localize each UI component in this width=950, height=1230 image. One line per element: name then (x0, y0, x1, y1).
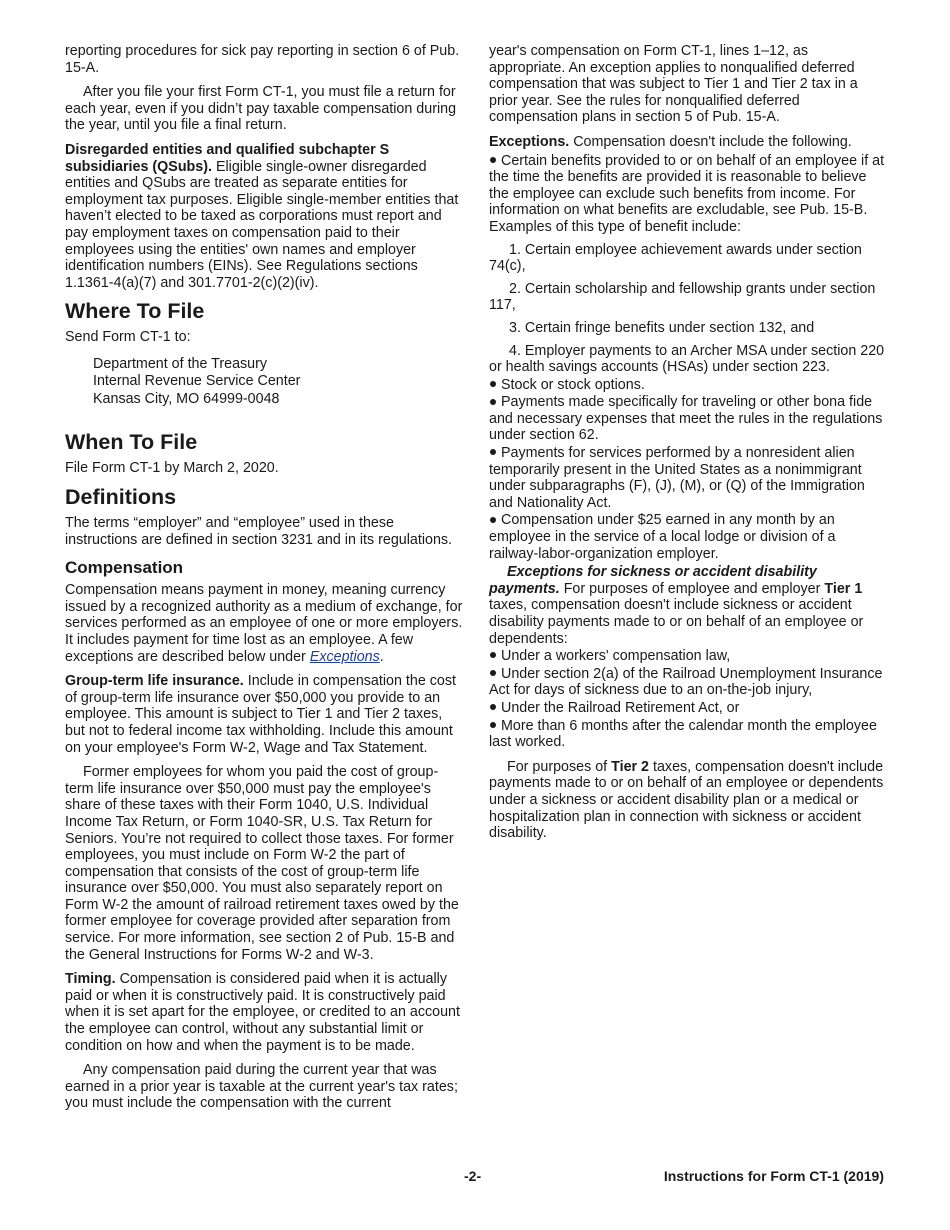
paragraph (65, 673, 463, 756)
paragraph (65, 971, 463, 1054)
bullet-icon (490, 704, 496, 710)
paragraph-text: Compensation is considered paid when it is actually paid or when it is constructively paid. It is constructively paid when it is set apart for the employee, or credited to an account the employee can control, without any substantial limit or condition on how and when the payment is to be made. (65, 971, 460, 1054)
bullet-text: Under a workers' compensation law, (501, 648, 731, 665)
bullet-text: Compensation under $25 earned in any month by an employee in the service of a local lodge or division of a railway-labor-organization employer. (489, 512, 836, 562)
punctuation: . (379, 648, 384, 665)
bullet-icon (490, 517, 496, 523)
numbered-item: 3. Certain fringe benefits under section 132, and (509, 319, 815, 336)
bold-term: Tier 2 (611, 758, 650, 775)
bullet-text: More than 6 months after the calendar month the employee last worked. (489, 717, 877, 751)
paragraph-text: taxes, compensation doesn't include payments made to or on behalf of an employee or dependents under a sickness or accident disability plan or a medical or hospitalization plan in connection with sickness or accident disability. (489, 758, 884, 842)
page-number: -2- (464, 1168, 482, 1184)
bullet-text: Payments for services performed by a nonresident alien temporarily present in the United States as a nonimmigrant under subparagraphs (F), (J), (M), or (Q) of the Immigration and Nationality Act. (489, 445, 865, 511)
bullet-item (489, 153, 887, 236)
bullet-item (489, 666, 887, 699)
bullet-item (489, 718, 887, 751)
paragraph-text: taxes, compensation doesn't include sickness or accident disability payments made to or on behalf of an employee or dependents: (489, 597, 864, 647)
bullet-icon (490, 157, 496, 163)
bullet-item (489, 445, 887, 511)
bullet-item (489, 377, 887, 394)
run-in-heading: Exceptions. (489, 133, 570, 150)
numbered-item: 1. Certain employee achievement awards under section 74(c), (489, 241, 862, 275)
mailing-address (93, 356, 463, 409)
paragraph-text: Eligible single-owner disregarded entities and QSubs are treated as separate entities for employment tax purposes. Eligible single-member entities that haven’t elected to be taxed as corporations must report and pay employment taxes on compensation paid to their employees using the entities' own names and employer identification numbers (EINs). See Regulations sections 1.1361-4(a)(7) and 301.7701-2(c)(2)(iv). (65, 158, 459, 291)
bullet-text: Stock or stock options. (501, 376, 645, 393)
paragraph (489, 759, 887, 842)
bullet-item (489, 648, 887, 665)
paragraph: reporting procedures for sick pay reporting in section 6 of Pub. 15-A. (65, 43, 460, 76)
paragraph (489, 134, 887, 151)
bullet-item (489, 700, 887, 717)
subsection-heading: Compensation (65, 558, 184, 578)
paragraph-text: Include in compensation the cost of group-term life insurance over $50,000 you provide to an employee. This amount is subject to Tier 1 and Tier 2 taxes, but not to federal income tax withholding. Include this amount on your employee's Form W-2, Wage and Tax Statement. (65, 673, 456, 756)
paragraph (65, 582, 463, 665)
bullet-item (489, 394, 887, 444)
bullet-icon (490, 399, 496, 405)
address-line: Kansas City, MO 64999-0048 (93, 390, 280, 407)
bullet-text: Under the Railroad Retirement Act, or (501, 699, 740, 716)
address-line: Department of the Treasury (93, 355, 268, 372)
right-column (489, 43, 887, 850)
run-in-heading: Exceptions for sickness or accident disability payments. (489, 564, 817, 597)
paragraph-text: For purposes of (507, 758, 608, 775)
numbered-item: 4. Employer payments to an Archer MSA under section 220 or health savings accounts (HSAs) under section 223. (489, 342, 885, 376)
section-heading: Definitions (65, 485, 177, 509)
section-heading: When To File (65, 430, 198, 455)
paragraph (489, 564, 887, 647)
bullet-text: Under section 2(a) of the Railroad Unemployment Insurance Act for days of sickness due to an on-the-job injury, (489, 665, 883, 699)
paragraph-text: Compensation doesn't include the following. (573, 133, 852, 150)
bullet-icon (490, 652, 496, 658)
numbered-item: 2. Certain scholarship and fellowship grants under section 117, (489, 280, 876, 314)
run-in-heading: Group-term life insurance. (65, 673, 244, 690)
paragraph: Any compensation paid during the current year that was earned in a prior year is taxable at the current year's tax rates; you must include the compensation with the current (65, 1062, 458, 1112)
run-in-heading: Timing. (65, 971, 116, 988)
footer-title: Instructions for Form CT-1 (2019) (663, 1168, 884, 1184)
bullet-icon (490, 381, 496, 387)
left-column (65, 43, 463, 1120)
paragraph: Send Form CT-1 to: (65, 329, 191, 346)
paragraph: year's compensation on Form CT-1, lines 1–12, as appropriate. An exception applies to nonqualified deferred compensation that was subject to Tier 1 and Tier 2 tax in a prior year. See the rules for nonqualified deferred compensation plans in section 5 of Pub. 15-A. (489, 43, 858, 126)
bullet-icon (490, 670, 496, 676)
bullet-icon (490, 449, 496, 455)
paragraph (65, 142, 463, 291)
bullet-text: Certain benefits provided to or on behalf of an employee if at the time the benefits are provided it is reasonable to believe the employee can exclude such benefits from income. For information on what benefits are excludable, see Pub. 15-B. Examples of this type of benefit include: (489, 152, 885, 235)
exceptions-link[interactable]: Exceptions (309, 648, 380, 665)
paragraph: The terms “employer” and “employee” used in these instructions are defined in section 3231 and in its regulations. (65, 515, 453, 548)
address-line: Internal Revenue Service Center (93, 373, 301, 390)
bullet-item (489, 512, 887, 562)
paragraph: After you file your first Form CT-1, you must file a return for each year, even if you didn’t pay taxable compensation during the year, until you file a final return. (65, 84, 457, 134)
section-heading: Where To File (65, 299, 205, 324)
paragraph: File Form CT-1 by March 2, 2020. (65, 460, 279, 477)
paragraph-text: Compensation means payment in money, meaning currency issued by a recognized authority as a medium of exchange, for services performed as an employee of one or more employers. It includes payment for time lost as an employee. A few exceptions are described below under (65, 582, 463, 665)
paragraph-text: For purposes of employee and employer (563, 580, 821, 597)
run-in-heading: Disregarded entities and qualified subchapter S subsidiaries (QSubs). (65, 141, 390, 175)
bold-term: Tier 1 (824, 580, 863, 597)
bullet-icon (490, 722, 496, 728)
paragraph: Former employees for whom you paid the cost of group-term life insurance over $50,000 must pay the employee's share of these taxes with their Form 1040, U.S. Individual Income Tax Return, or Form 1040-SR, U.S. Tax Return for Seniors. You’re not required to collect those taxes. For former employees, you must include on Form W-2 the part of compensation that consists of the cost of group-term life insurance over $50,000. You must also separately report on Form W-2 the amount of railroad retirement taxes owed by the former employee for coverage provided after separation from service. For more information, see section 2 of Pub. 15-B and the General Instructions for Forms W-2 and W-3. (65, 764, 459, 963)
bullet-text: Payments made specifically for traveling or other bona fide and necessary expenses that meet the rules in the regulations under section 62. (489, 394, 883, 444)
